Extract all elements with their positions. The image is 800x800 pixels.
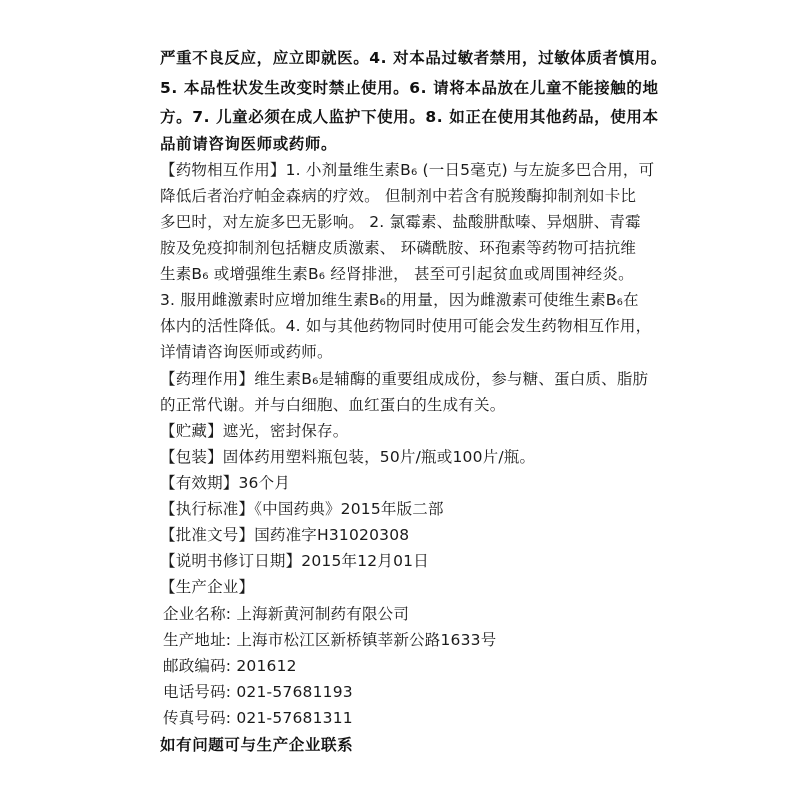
interactions-line-3: 多巴时，对左旋多巴无影响。 2. 氯霉素、盐酸肼酞嗪、异烟肼、青霉 xyxy=(160,213,641,231)
warning-line-1: 严重不良反应，应立即就医。4. 对本品过敏者禁用，过敏体质者慎用。 xyxy=(160,49,667,67)
revision-date-line: 【说明书修订日期】2015年12月01日 xyxy=(160,552,429,570)
pharmacology-line-1: 【药理作用】维生素B₆是辅酶的重要组成成份，参与糖、蛋白质、脂肪 xyxy=(160,370,649,388)
pharmacology-line-2: 的正常代谢。并与白细胞、血红蛋白的生成有关。 xyxy=(160,396,506,414)
postal-code-line: 邮政编码: 201612 xyxy=(163,657,297,675)
phone-line: 电话号码: 021-57681193 xyxy=(163,683,353,701)
interactions-line-6: 3. 服用雌激素时应增加维生素B₆的用量，因为雌激素可使维生素B₆在 xyxy=(160,291,639,309)
interactions-line-8: 详情请咨询医师或药师。 xyxy=(160,343,333,361)
manufacturer-heading: 【生产企业】 xyxy=(160,578,255,596)
approval-number-line: 【批准文号】国药准字H31020308 xyxy=(160,526,410,544)
interactions-line-1: 【药物相互作用】1. 小剂量维生素B₆ (一日5毫克) 与左旋多巴合用，可 xyxy=(160,161,655,179)
contact-note: 如有问题可与生产企业联系 xyxy=(160,736,354,754)
interactions-line-2: 降低后者治疗帕金森病的疗效。 但制剂中若含有脱羧酶抑制剂如卡比 xyxy=(160,187,637,205)
warning-line-2: 5. 本品性状发生改变时禁止使用。6. 请将本品放在儿童不能接触的地 xyxy=(160,79,659,97)
validity-line: 【有效期】36个月 xyxy=(160,474,291,492)
interactions-line-4: 胺及免疫抑制剂包括糖皮质激素、 环磷酰胺、环孢素等药物可拮抗维 xyxy=(160,239,637,257)
standard-line: 【执行标准】《中国药典》2015年版二部 xyxy=(160,500,444,518)
package-line: 【包装】固体药用塑料瓶包装，50片/瓶或100片/瓶。 xyxy=(160,448,536,466)
interactions-line-5: 生素B₆ 或增强维生素B₆ 经肾排泄， 甚至可引起贫血或周围神经炎。 xyxy=(160,265,634,283)
warning-line-4: 品前请咨询医师或药师。 xyxy=(160,135,338,153)
company-name-line: 企业名称: 上海新黄河制药有限公司 xyxy=(163,605,410,623)
warning-line-3: 方。7. 儿童必须在成人监护下使用。8. 如正在使用其他药品，使用本 xyxy=(160,108,659,126)
company-address-line: 生产地址: 上海市松江区新桥镇莘新公路1633号 xyxy=(163,631,497,649)
storage-line: 【贮藏】遮光，密封保存。 xyxy=(160,422,349,440)
fax-line: 传真号码: 021-57681311 xyxy=(163,709,353,727)
interactions-line-7: 体内的活性降低。4. 如与其他药物同时使用可能会发生药物相互作用， xyxy=(160,317,652,335)
